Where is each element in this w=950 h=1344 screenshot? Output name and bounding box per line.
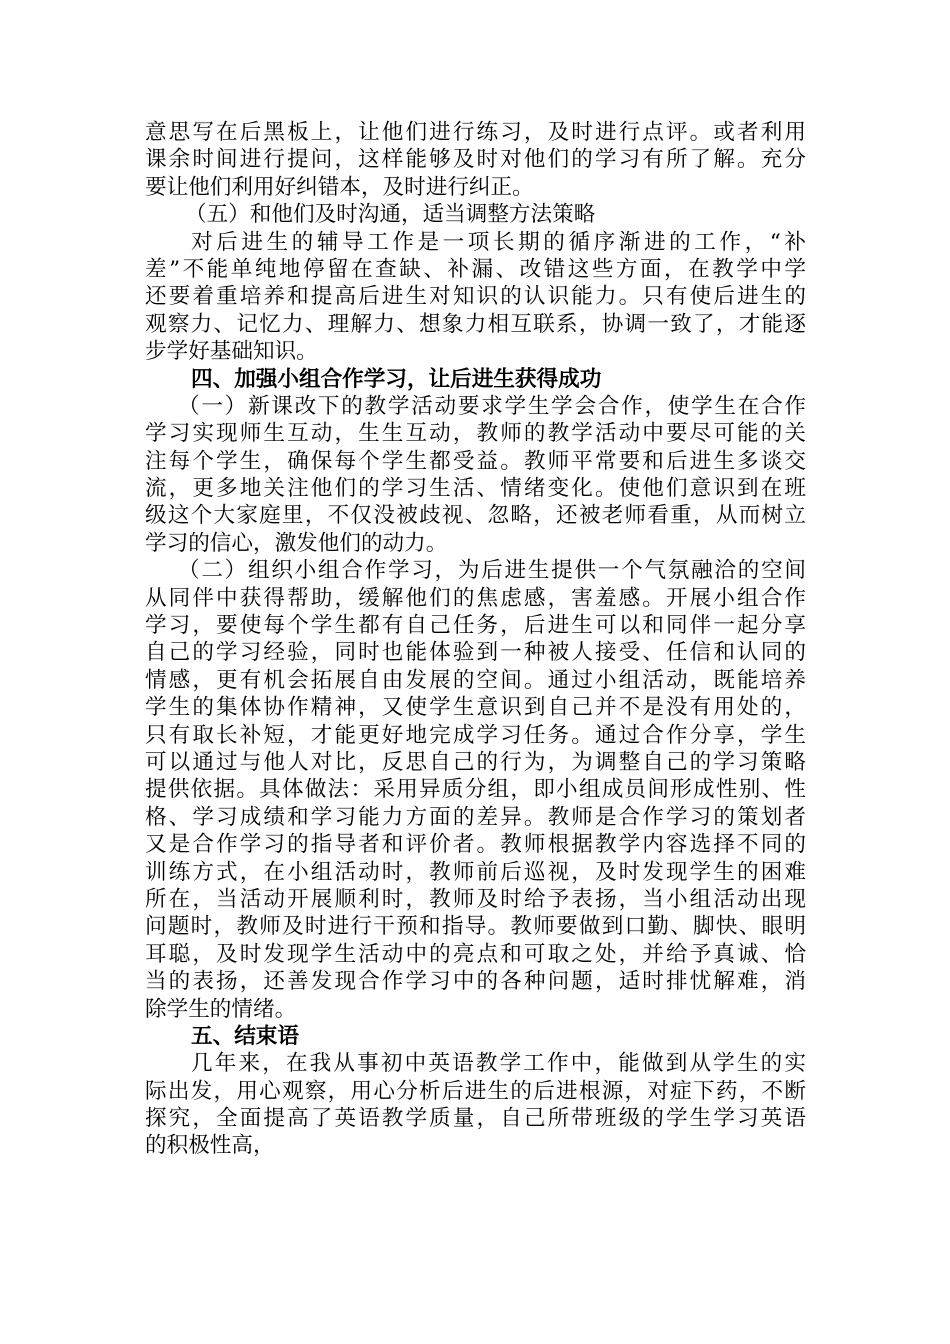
text-line: 耳聪，及时发现学生活动中的亮点和可取之处，并给予真诚、恰: [145, 941, 806, 967]
text-line: 除学生的情绪。: [145, 996, 297, 1022]
text-line: 差”不能单纯地停留在查缺、补漏、改错这些方面，在教学中学: [145, 256, 806, 282]
section-heading: 五、结束语: [191, 1023, 299, 1049]
text-line: （一）新课改下的教学活动要求学生学会合作，使学生在合作: [178, 393, 806, 419]
text-line: 要让他们利用好纠错本，及时进行纠正。: [145, 174, 534, 200]
text-line: （二）组织小组合作学习，为后进生提供一个气氛融洽的空间: [178, 558, 806, 584]
text-line: 几年来，在我从事初中英语教学工作中，能做到从学生的实: [191, 1051, 806, 1077]
text-line: 对后进生的辅导工作是一项长期的循序渐进的工作，“补: [191, 229, 806, 255]
text-line: 从同伴中获得帮助，缓解他们的焦虑感，害羞感。开展小组合作: [145, 585, 806, 611]
text-line: 注每个学生，确保每个学生都受益。教师平常要和后进生多谈交: [145, 448, 806, 474]
text-line: 提供依据。具体做法：采用异质分组，即小组成员间形成性别、性: [145, 777, 806, 803]
text-line: 自己的学习经验，同时也能体验到一种被人接受、任信和认同的: [145, 640, 806, 666]
text-line: 探究，全面提高了英语教学质量，自己所带班级的学生学习英语: [145, 1106, 806, 1132]
text-line: 级这个大家庭里，不仅没被歧视、忽略，还被老师看重，从而树立: [145, 503, 806, 529]
text-line: 步学好基础知识。: [145, 339, 318, 365]
text-line: 当的表扬，还善发现合作学习中的各种问题，适时排忧解难，消: [145, 969, 806, 995]
text-line: 又是合作学习的指导者和评价者。教师根据教学内容选择不同的: [145, 832, 806, 858]
text-line: 格、学习成绩和学习能力方面的差异。教师是合作学习的策划者: [145, 804, 806, 830]
text-line: 训练方式，在小组活动时，教师前后巡视，及时发现学生的困难: [145, 859, 806, 885]
text-line: 可以通过与他人对比，反思自己的行为，为调整自己的学习策略: [145, 749, 806, 775]
section-heading: 四、加强小组合作学习，让后进生获得成功: [191, 366, 602, 392]
text-line: 情感，更有机会拓展自由发展的空间。通过小组活动，既能培养: [145, 667, 806, 693]
text-line: 学习实现师生互动，生生互动，教师的教学活动中要尽可能的关: [145, 421, 806, 447]
text-line: 际出发，用心观察，用心分析后进生的后进根源，对症下药，不断: [145, 1078, 806, 1104]
text-line: 流，更多地关注他们的学习生活、情绪变化。使他们意识到在班: [145, 476, 806, 502]
text-line: 问题时，教师及时进行干预和指导。教师要做到口勤、脚快、眼明: [145, 914, 806, 940]
text-line: （五）和他们及时沟通，适当调整方法策略: [185, 202, 596, 228]
text-line: 学生的集体协作精神，又使学生意识到自己并不是没有用处的，: [145, 695, 806, 721]
document-page: [145, 119, 806, 1160]
text-line: 所在，当活动开展顺利时，教师及时给予表扬，当小组活动出现: [145, 886, 806, 912]
text-line: 意思写在后黑板上，让他们进行练习，及时进行点评。或者利用: [145, 120, 806, 145]
text-line: 的积极性高，: [145, 1133, 275, 1159]
text-line: 课余时间进行提问，这样能够及时对他们的学习有所了解。充分: [145, 147, 806, 173]
text-line: 观察力、记忆力、理解力、想象力相互联系，协调一致了，才能逐: [145, 311, 806, 337]
text-line: 只有取长补短，才能更好地完成学习任务。通过合作分享，学生: [145, 722, 806, 748]
text-line: 学习的信心，激发他们的动力。: [145, 530, 448, 556]
text-line: 还要着重培养和提高后进生对知识的认识能力。只有使后进生的: [145, 284, 806, 310]
text-line: 学习，要使每个学生都有自己任务，后进生可以和同伴一起分享: [145, 613, 806, 639]
